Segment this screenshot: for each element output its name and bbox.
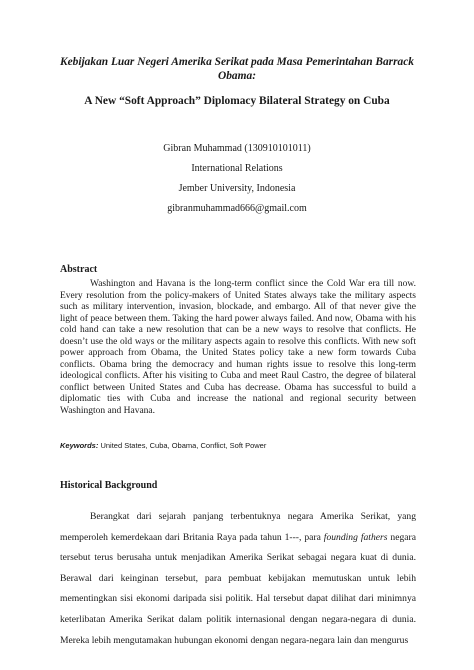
section-body [60,507,416,651]
paper-subtitle: A New “Soft Approach” Diplomacy Bilateral Strategy on Cuba [84,95,390,107]
keywords-line [60,441,266,451]
abstract-text: Washington and Havana is the long-term conflict since the Cold War era till now. Every resolution from the policy-makers of United States always take the military aspects such as military intervention, invasion, blockade, and embargo. All of that never give the light of peace between them. Taking the hard power always failed. And now, Obama with his cold hand can take a new resolution that can be a new ways to resolve that conflicts. He doesn’t use the old ways or the military aspects again to resolve this conflicts. With new soft power approach from Obama, the United States policy take a new form towards Cuba conflicts. Obama bring the democracy and human rights issue to resolve this long-term ideological conflicts. After his visiting to Cuba and meet Raul Castro, the degree of bilateral conflict between United States and Cuba has decrease. Obama has successful to build a diplomatic ties with Cuba and increase the national and regional security between Washington and Havana. [60,279,416,416]
author-institution: Jember University, Indonesia [178,183,296,194]
keywords-text: United States, Cuba, Obama, Conflict, Soft Power [100,441,267,450]
paper-title: Kebijakan Luar Negeri Amerika Serikat pada Masa Pemerintahan Barrack Obama: [60,56,414,82]
section-heading: Historical Background [60,480,158,491]
section-emphasis: founding fathers [323,531,388,543]
section-text-after: negara tersebut terus berusaha untuk menjadikan Amerika Serikat sebagai negara kuat di dunia. Berawal dari keinginan tersebut, para pembuat kebijakan memutuskan untuk lebih mementingkan sisi ekonomi daripada sisi politik. Hal tersebut dapat dilihat dari minimnya keterlibatan Amerika Serikat dalam politik internasional dengan negara-negara di dunia. Mereka lebih mengutamakan hubungan ekonomi dengan negara-negara lain dan mengurus [60,531,416,646]
author-email: gibranmuhammad666@gmail.com [167,203,307,214]
author-name: Gibran Muhammad (130910101011) [163,143,311,154]
keywords-label: Keywords: [60,441,99,450]
author-department: International Relations [191,163,283,174]
abstract-heading: Abstract [60,264,98,275]
section-text-before: Berangkat dari sejarah panjang terbentuknya negara Amerika Serikat, yang memperoleh kemerdekaan dari Britania Raya pada tahun 1---, para [60,511,416,543]
